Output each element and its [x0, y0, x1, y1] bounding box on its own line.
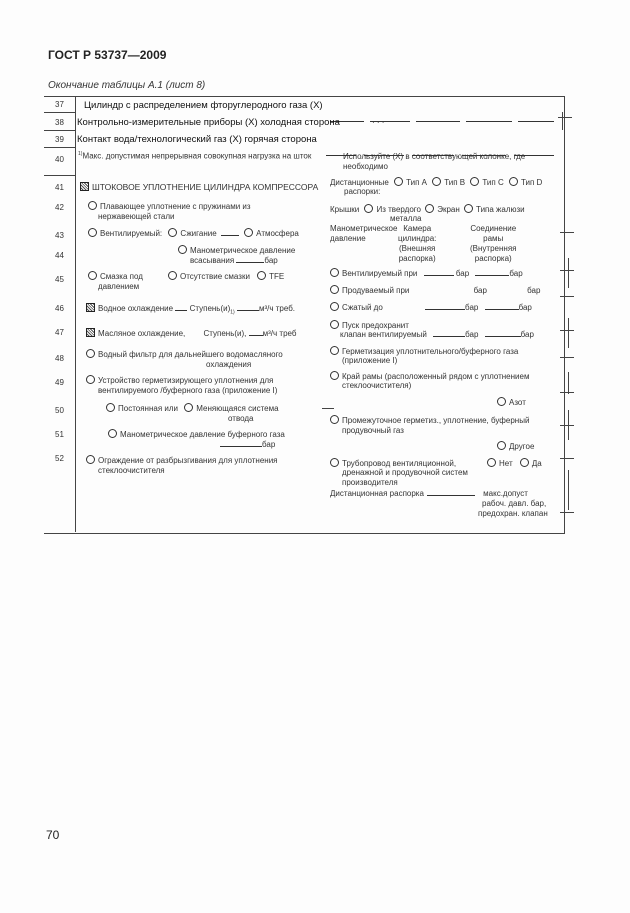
- margin-mark: [568, 258, 569, 288]
- radio-icon[interactable]: [330, 320, 339, 329]
- row-52-left: Ограждение от разбрызгивания для уплотнения: [86, 455, 278, 465]
- row-50-right: Промежуточное герметиз., уплотнение, буферный: [330, 415, 529, 425]
- radio-icon[interactable]: [86, 455, 95, 464]
- radio-icon[interactable]: [425, 204, 434, 213]
- row-48-left: Водный фильтр для дальнейшего водомасляного: [86, 349, 283, 359]
- row-45-vented-at: Вентилируемый при бар бар: [330, 268, 523, 278]
- row-number: 47: [55, 328, 64, 337]
- radio-icon[interactable]: [88, 228, 97, 237]
- row-45-lube: Смазка под: [88, 271, 143, 281]
- row-number: 51: [55, 430, 64, 439]
- radio-icon[interactable]: [330, 458, 339, 467]
- row-divider: [44, 112, 75, 113]
- margin-mark: [562, 112, 563, 130]
- row-52-pipe-2: дренажной и продувочной систем: [342, 468, 468, 477]
- margin-mark: [568, 318, 569, 348]
- radio-icon[interactable]: [497, 397, 506, 406]
- checked-box-icon: [86, 303, 95, 312]
- row-number: 49: [55, 378, 64, 387]
- row-52-pipe-3: производителя: [342, 478, 398, 487]
- row-49-right: Край рамы (расположенный рядом с уплотнением: [330, 371, 529, 381]
- radio-icon[interactable]: [487, 458, 496, 467]
- row-51-other: Другое: [497, 441, 534, 451]
- row-number: 50: [55, 406, 64, 415]
- row-number: 38: [55, 118, 64, 127]
- row-divider: [44, 175, 75, 176]
- row-45-nolube: Отсутствие смазки TFE: [168, 271, 284, 281]
- row-45-purged-at: Продуваемый при бар бар: [330, 285, 540, 295]
- margin-tick: [560, 270, 574, 271]
- row-49-right-2: стеклоочистителя): [342, 381, 412, 390]
- margin-tick: [560, 330, 574, 331]
- radio-icon[interactable]: [106, 403, 115, 412]
- row-42-left-2: нержавеющей стали: [98, 212, 175, 221]
- margin-tick: [560, 296, 574, 297]
- radio-icon[interactable]: [178, 245, 187, 254]
- radio-icon[interactable]: [432, 177, 441, 186]
- document-id: ГОСТ Р 53737—2009: [48, 48, 167, 62]
- row-44-left: Манометрическое давление: [178, 245, 295, 255]
- margin-mark: [568, 470, 569, 510]
- radio-icon[interactable]: [364, 204, 373, 213]
- row-number: 40: [55, 155, 64, 164]
- row-number: 43: [55, 231, 64, 240]
- row-divider: [44, 147, 75, 148]
- page-number: 70: [46, 828, 60, 842]
- radio-icon[interactable]: [520, 458, 529, 467]
- radio-icon[interactable]: [330, 371, 339, 380]
- row-38-text: Контрольно-измерительные приборы (Х) холодная сторона: [77, 117, 340, 128]
- row-46-right: Сжатый до бар бар: [330, 302, 532, 312]
- row-43-frame: Соединение рамы (Внутренняя распорка): [470, 224, 517, 263]
- checked-box-icon: [80, 182, 89, 191]
- radio-icon[interactable]: [86, 375, 95, 384]
- margin-tick: [560, 232, 574, 233]
- row-49-left: Устройство герметизирующего уплотнения для: [86, 375, 273, 385]
- row-48-right-2: (приложение I): [342, 356, 398, 365]
- radio-icon[interactable]: [184, 403, 193, 412]
- radio-icon[interactable]: [464, 204, 473, 213]
- row-46-left: Водное охлаждение $Ступень(и)_{1)}$ м³/ч треб.: [86, 303, 295, 316]
- row-51-unit: бар: [220, 440, 275, 449]
- row-52-left-2: стеклоочистителя: [98, 466, 165, 475]
- radio-icon[interactable]: [330, 285, 339, 294]
- row-41-right-b: распорки:: [344, 187, 381, 196]
- row-52-valve: предохран. клапан: [478, 509, 548, 518]
- radio-icon[interactable]: [330, 346, 339, 355]
- row-45-lube-2: давлением: [98, 282, 140, 291]
- row-52-pipe: Трубопровод вентиляционной,: [330, 458, 456, 468]
- row-52-spacer: Дистанционная распорка макс.допуст: [330, 489, 528, 498]
- row-number: 42: [55, 203, 64, 212]
- margin-tick: [560, 392, 574, 393]
- row-47-left: Масляное охлаждение, Ступень(и), м³/ч треб: [86, 328, 296, 338]
- row-40-left: $^{1)}$Макс. допустимая непрерывная совокупная нагрузка на шток: [78, 151, 312, 161]
- radio-icon[interactable]: [168, 271, 177, 280]
- radio-icon[interactable]: [509, 177, 518, 186]
- radio-icon[interactable]: [470, 177, 479, 186]
- row-42-right: Крышки Из твердого Экран Типа жалюзи: [330, 205, 525, 214]
- row-number: 39: [55, 135, 64, 144]
- row-40-right-2: необходимо: [343, 162, 388, 171]
- radio-icon[interactable]: [257, 271, 266, 280]
- row-48-left-2: охлаждения: [206, 360, 252, 369]
- table-caption: Окончание таблицы А.1 (лист 8): [48, 80, 206, 91]
- radio-icon[interactable]: [244, 228, 253, 237]
- row-50-tick: [322, 408, 334, 409]
- row-47-start: Пуск предохранит: [330, 320, 409, 330]
- row-divider: [44, 130, 75, 131]
- row-51-left: Манометрическое давление буферного газа: [108, 429, 285, 439]
- row-41-right: Дистанционные Тип А Тип В Тип С Тип D: [330, 178, 543, 187]
- checked-box-icon: [86, 328, 95, 337]
- row-49-left-2: вентилируемого /буферного газа (приложение I): [98, 386, 278, 395]
- radio-icon[interactable]: [108, 429, 117, 438]
- margin-tick: [560, 512, 574, 513]
- margin-tick: [560, 458, 574, 459]
- radio-icon[interactable]: [497, 441, 506, 450]
- row-number: 45: [55, 275, 64, 284]
- row-48-right: Герметизация уплотнительного/буферного газа: [330, 346, 518, 356]
- row-40-right-1: Используйте (Х) в соответствующей колонке, где: [343, 152, 526, 161]
- row-50-left-2: отвода: [228, 414, 254, 423]
- row-number: 48: [55, 354, 64, 363]
- radio-icon[interactable]: [330, 415, 339, 424]
- row-44-suction: всасывания бар: [190, 256, 278, 265]
- row-52-yesno: Нет Да: [487, 458, 542, 468]
- row-number: 44: [55, 251, 64, 260]
- row-52-work: рабоч. давл. бар,: [482, 499, 547, 508]
- row-50-nitrogen: Азот: [497, 397, 526, 407]
- row-39-text: Контакт вода/технологический газ (Х) горячая сторона: [77, 134, 317, 145]
- row-number: 41: [55, 183, 64, 192]
- row-50-left: Постоянная или Меняющаяся система: [106, 403, 279, 413]
- radio-icon[interactable]: [330, 268, 339, 277]
- row-number: 46: [55, 304, 64, 313]
- row-number: 52: [55, 454, 64, 463]
- radio-icon[interactable]: [88, 271, 97, 280]
- row-47-start-2: клапан вентилируемый бар бар: [340, 330, 534, 339]
- row-42-left: Плавающее уплотнение с пружинами из: [88, 201, 251, 211]
- row-41-left: ШТОКОВОЕ УПЛОТНЕНИЕ ЦИЛИНДРА КОМПРЕССОРА: [80, 182, 318, 192]
- margin-tick: [560, 357, 574, 358]
- radio-icon[interactable]: [394, 177, 403, 186]
- row-37-blanks: [330, 109, 554, 127]
- radio-icon[interactable]: [88, 201, 97, 210]
- row-42-metal: металла: [390, 214, 422, 223]
- row-38-dots: · · ·: [372, 118, 385, 127]
- margin-tick: [558, 117, 572, 118]
- radio-icon[interactable]: [330, 302, 339, 311]
- row-number: 37: [55, 100, 64, 109]
- radio-icon[interactable]: [168, 228, 177, 237]
- row-43-left: Вентилируемый: Сжигание Атмосфера: [88, 228, 299, 238]
- margin-tick: [560, 425, 574, 426]
- radio-icon[interactable]: [86, 349, 95, 358]
- row-50-right-2: продувочный газ: [342, 426, 404, 435]
- row-37-text: Цилиндр с распределением фторуглеродного газа (Х): [84, 100, 323, 111]
- row-43-chamber: Камера цилиндра: (Внешняя распорка): [398, 224, 437, 263]
- number-column-divider: [75, 96, 76, 532]
- row-43-gauge: Манометрическое давление: [330, 224, 398, 243]
- margin-mark: [568, 372, 569, 394]
